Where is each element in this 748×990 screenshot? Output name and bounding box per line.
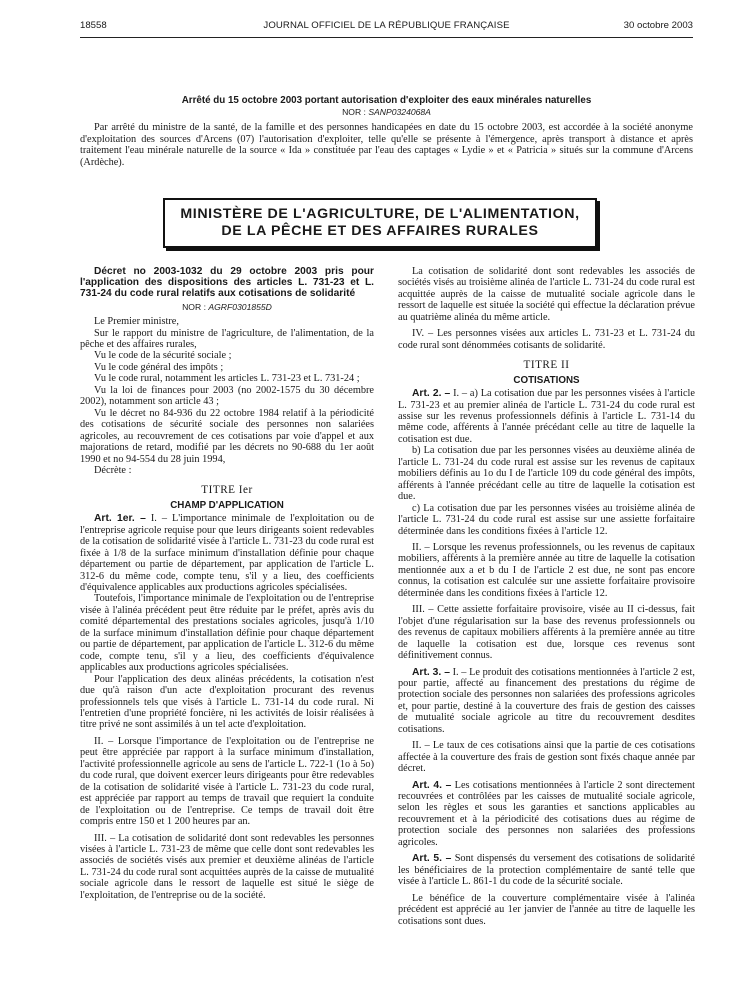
article-2-para: b) La cotisation due par les personnes visées au deuxième alinéa de l'article L. 731-24 du code rural est assise sur les revenus de capitaux mobiliers définis au 1o du I de l'article 109 du code général des impôts, afférents à l'année précédant celle au titre de laquelle la cotisation est due. (398, 445, 695, 503)
running-header (80, 20, 693, 34)
arrete-body: Par arrêté du ministre de la santé, de la famille et des personnes handicapées en date du 15 octobre 2003, est accordée à la société anonyme d'exploitation des sources d'Arcens (07) l'autorisation d'exploiter, telle qu'elle se présente à l'émergence, après transport à distance et après traitement l'eau minérale naturelle de la source « Ida » constituée par l'eau des captages « Lydie » et « Patricia » situés sur la commune d'Arcens (Ardèche). (80, 122, 693, 168)
article-3-para: II. – Le taux de ces cotisations ainsi que la partie de ces cotisations affectée à la couverture des frais de gestion sont fixés chaque année par décret. (398, 740, 695, 775)
article-label: Art. 1er. – (94, 513, 146, 525)
visa-line: Sur le rapport du ministre de l'agriculture, de l'alimentation, de la pêche et des affaires rurales, (80, 327, 374, 350)
article-text: Sont dispensés du versement des cotisations de solidarité les bénéficiaires de la protection complémentaire de santé telle que visée à l'article L. 861-1 du code de la sécurité sociale. (398, 853, 695, 888)
nor-code: AGRF0301855D (208, 301, 272, 312)
article-5-para (398, 853, 695, 887)
nor-code: SANP0324068A (368, 107, 431, 117)
titre-1-heading: TITRE Ier (201, 484, 253, 497)
article-2-para: II. – Lorsque les revenus professionnels, ou les revenus de capitaux mobiliers, afférents à la première année au titre de laquelle la cotisation mentionnée aux a et b du I de l'article 2 est due, ne sont pas encore connus, la cotisation est calculée sur une assiette forfaitaire provisoire déterminée dans les conditions fixées à l'article 12. (398, 541, 695, 599)
visa-line: Vu la loi de finances pour 2003 (no 2002-1575 du 30 décembre 2002), notamment son article 43 ; (80, 384, 374, 408)
ministry-line-2: DE LA PÊCHE ET DES AFFAIRES RURALES (221, 223, 539, 239)
visa-line: Vu le code de la sécurité sociale ; (94, 350, 232, 362)
article-3-para (398, 667, 695, 736)
ministry-line-1: MINISTÈRE DE L'AGRICULTURE, DE L'ALIMENTATION, (180, 206, 580, 222)
article-2-para: c) La cotisation due par les personnes visées au troisième alinéa de l'article L. 731-24 du code rural est assise sur une assiette forfaitaire déterminée dans les conditions fixées à l'article 12. (398, 502, 695, 537)
article-5-para: Le bénéfice de la couverture complémentaire visée à l'alinéa précédent est apprécié au 1er janvier de l'année au titre de laquelle les cotisations sont dues. (398, 892, 695, 927)
article-label: Art. 2. – (412, 388, 451, 400)
visa-line: Vu le code général des impôts ; (94, 361, 224, 373)
issue-date: 30 octobre 2003 (623, 20, 693, 31)
titre-1-subheading: CHAMP D'APPLICATION (170, 499, 284, 511)
visa-line: Vu le code rural, notamment les articles L. 731-23 et L. 731-24 ; (94, 373, 360, 385)
visa-line: Le Premier ministre, (94, 316, 179, 328)
article-text: I. – L'importance minimale de l'exploitation ou de l'entreprise agricole requise pour que leurs dirigeants soient redevables de la cotisation de solidarité visée à l'article L. 731-23 du code rural est fixée à 1/8 de la surface minimum d'installation définie pour chaque département ou partie de département, par application de l'article L. 312-6 du même code, compte tenu, s'il y a lieu, des coefficients d'équivalence applicables aux productions agricoles spécialisées. (80, 513, 375, 594)
article-label: Art. 4. – (412, 779, 452, 791)
article-1-para: Toutefois, l'importance minimale de l'exploitation ou de l'entreprise visée à l'alinéa précédent peut être réduite par le préfet, après avis du comité départemental des prestations sociales agricoles, jusqu'à 1/10 de la surface minimum d'installation définie pour chaque département ou partie de département, par application de l'article L. 312-6 du même code, compte tenu, s'il y a lieu, des coefficients d'équivalence applicables aux productions agricoles spécialisées. (80, 593, 374, 674)
right-column (398, 266, 695, 927)
article-text: I. – a) La cotisation due par les personnes visées à l'article L. 731-23 et au premier alinéa de l'article L. 731-24 du code rural est assise sur les revenus professionnels définis à l'article L. 731-14 du même code, afférents à l'année précédant celle au titre de laquelle la cotisation est due. (398, 388, 695, 445)
journal-title: JOURNAL OFFICIEL DE LA RÉPUBLIQUE FRANÇAISE (263, 20, 510, 31)
decret-title: Décret no 2003-1032 du 29 octobre 2003 pris pour l'application des dispositions des articles L. 731-23 et L. 731-24 du code rural relatifs aux cotisations de solidarité (80, 266, 374, 300)
arrete-section (80, 95, 693, 168)
article-1-para: III. – La cotisation de solidarité dont sont redevables les personnes visées à l'article L. 731-23 de même que celle dont sont redevables les associés de sociétés visés aux premier et deuxième alinéas de l'article L. 731-24 du code rural sont acquittées auprès de la caisse de mutualité sociale agricole dans le ressort de laquelle est situé le siège de l'exploitation, de l'entreprise ou de la société. (80, 832, 374, 901)
ministry-banner (163, 198, 597, 248)
article-text: I. – Le produit des cotisations mentionnées à l'article 2 est, pour partie, affecté au financement des prestations du régime de protection sociale des personnes non salariées des professions agricoles et, pour partie, destiné à la couverture des frais de gestion des caisses de mutualité sociale agricole au titre du recouvrement desdites cotisations. (398, 666, 695, 735)
arrete-title: Arrêté du 15 octobre 2003 portant autorisation d'exploiter des eaux minérales naturelles (181, 95, 592, 106)
article-label: Art. 5. – (412, 853, 452, 865)
titre-2-heading: TITRE II (523, 359, 570, 372)
article-text: Les cotisations mentionnées à l'article 2 sont directement recouvrées et contrôlées par les caisses de mutualité sociale agricole, selon les règles et sous les garanties et sanctions applicables au recouvrement et à la périodicité des cotisations dues au régime de protection sociale des personnes non salariées des professions agricoles. (398, 779, 695, 848)
nor-label: NOR : (342, 107, 369, 117)
article-1-para: IV. – Les personnes visées aux articles L. 731-23 et L. 731-24 du code rural sont dénommées cotisants de solidarité. (398, 328, 695, 351)
decrete: Décrète : (94, 464, 132, 476)
article-4-para (398, 780, 695, 849)
titre-2-subheading: COTISATIONS (513, 374, 580, 386)
article-1-para (80, 513, 374, 593)
left-column (80, 266, 374, 901)
nor-label: NOR : (182, 301, 209, 312)
article-2-para (398, 388, 695, 445)
visa-line: Vu le décret no 84-936 du 22 octobre 1984 relatif à la périodicité des cotisations de sécurité sociale des personnes non salariées agricoles, au recouvrement de ces cotisations par voie d'appel et aux majorations de retard, modifié par les décrets no 90-688 du 1er août 1990 et no 94-554 du 28 juin 1994, (80, 407, 374, 465)
header-rule (80, 37, 693, 38)
article-2-para: III. – Cette assiette forfaitaire provisoire, visée au II ci-dessus, fait l'objet d'une régularisation sur la base des revenus professionnels ou des revenus de capitaux mobiliers afférents à la première année au titre de laquelle la cotisation est due, lorsque ces revenus sont définitivement connus. (398, 604, 695, 662)
decret-nor (80, 302, 374, 313)
article-1-para: II. – Lorsque l'importance de l'exploitation ou de l'entreprise ne peut être appréciée par rapport à la surface minimum d'installation, l'activité professionnelle agricole au sens de l'article L. 722-1 (1o à 5o) du code rural, que doivent exercer leurs dirigeants pour être redevables de la cotisation de solidarité visée à l'article L. 731-23 du code rural, est appréciée par rapport au temps de travail que requiert la conduite de l'exploitation ou de l'entreprise. Ce temps de travail doit être compris entre 150 et 1 200 heures par an. (80, 735, 374, 828)
page-number: 18558 (80, 20, 107, 31)
arrete-nor (80, 107, 693, 117)
article-1-para: La cotisation de solidarité dont sont redevables les associés de sociétés visés au troisième alinéa de l'article L. 731-24 du code rural est acquittée auprès de la caisse de mutualité sociale agricole dans le ressort de laquelle est située la société qui effectue la déclaration prévue au quatrième alinéa du même article. (398, 266, 695, 323)
article-1-para: Pour l'application des deux alinéas précédents, la cotisation n'est due qu'à raison d'un acte d'exploitation procurant des revenus professionnels tels que visés à l'article L. 731-14 du code rural. Ni l'entretien d'une propriété foncière, ni les activités de loisir réalisées à titre privé ne sont assimilés à un tel acte d'exploitation. (80, 673, 374, 731)
article-label: Art. 3. – (412, 666, 450, 678)
